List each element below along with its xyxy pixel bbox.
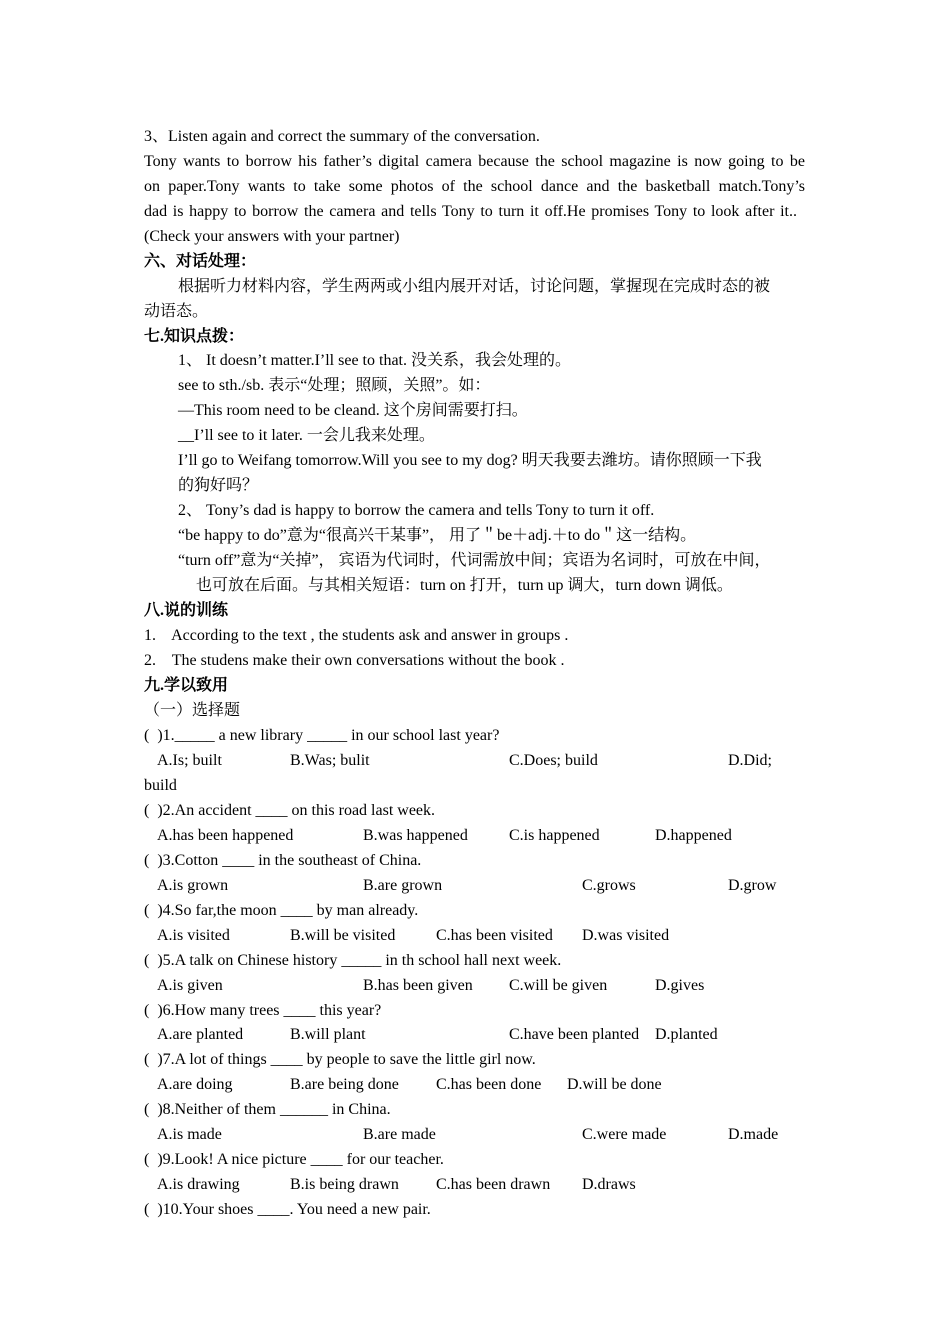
question-1: ( )1._____ a new library _____ in our school last year? xyxy=(144,727,500,744)
q7-option-d: D.will be done xyxy=(567,1076,662,1093)
section3-heading: 3、Listen again and correct the summary of the conversation. xyxy=(144,128,540,145)
q1-option-a: A.Is; built xyxy=(157,752,222,769)
section8-item-1: 1. According to the text , the students ask and answer in groups . xyxy=(144,627,569,644)
q9-option-a: A.is drawing xyxy=(157,1176,240,1193)
section7-line-8: “be happy to do”意为“很高兴干某事”， 用了＂be＋adj.＋to do＂这一结构。 xyxy=(178,527,697,544)
question-10: ( )10.Your shoes ____. You need a new pair. xyxy=(144,1201,431,1218)
section7-line-10: 也可放在后面。与其相关短语：turn on 打开，turn up 调大，turn down 调低。 xyxy=(196,577,733,594)
q7-option-a: A.are doing xyxy=(157,1076,233,1093)
section8-item-2: 2. The studens make their own conversations without the book . xyxy=(144,652,565,669)
q3-option-d: D.grow xyxy=(728,877,777,894)
section6-line-2: 动语态。 xyxy=(144,303,209,320)
question-6: ( )6.How many trees ____ this year? xyxy=(144,1002,382,1019)
q4-option-d: D.was visited xyxy=(582,927,670,944)
q9-option-c: C.has been drawn xyxy=(436,1176,551,1193)
section7-line-5: I’ll go to Weifang tomorrow.Will you see to my dog? 明天我要去潍坊。请你照顾一下我 xyxy=(178,452,762,469)
q9-option-d: D.draws xyxy=(582,1176,636,1193)
q2-option-c: C.is happened xyxy=(509,827,600,844)
q4-option-b: B.will be visited xyxy=(290,927,396,944)
question-9: ( )9.Look! A nice picture ____ for our teacher. xyxy=(144,1151,444,1168)
section7-heading: 七.知识点拨： xyxy=(144,328,245,345)
question-7: ( )7.A lot of things ____ by people to save the little girl now. xyxy=(144,1051,536,1068)
q2-option-a: A.has been happened xyxy=(157,827,294,844)
section6-heading: 六、对话处理： xyxy=(144,253,257,270)
section8-heading: 八.说的训练 xyxy=(144,602,229,619)
q5-option-b: B.has been given xyxy=(363,977,473,994)
q5-option-a: A.is given xyxy=(157,977,223,994)
q4-option-a: A.is visited xyxy=(157,927,230,944)
q6-option-d: D.planted xyxy=(655,1026,718,1043)
section7-line-4: __I’ll see to it later. 一会儿我来处理。 xyxy=(178,427,435,444)
section7-line-6: 的狗好吗？ xyxy=(178,477,259,494)
q8-option-c: C.were made xyxy=(582,1126,667,1143)
q9-option-b: B.is being drawn xyxy=(290,1176,399,1193)
question-4: ( )4.So far,the moon ____ by man already. xyxy=(144,902,419,919)
q7-option-c: C.has been done xyxy=(436,1076,542,1093)
q5-option-d: D.gives xyxy=(655,977,705,994)
summary-line-4: (Check your answers with your partner) xyxy=(144,228,400,245)
section7-line-3: —This room need to be cleand. 这个房间需要打扫。 xyxy=(178,402,528,419)
section7-line-9: “turn off”意为“关掉”， 宾语为代词时，代词需放中间；宾语为名词时，可放在中间， xyxy=(178,552,771,569)
question-5: ( )5.A talk on Chinese history _____ in th school hall next week. xyxy=(144,952,562,969)
q2-option-d: D.happened xyxy=(655,827,732,844)
question-2: ( )2.An accident ____ on this road last week. xyxy=(144,802,436,819)
q2-option-b: B.was happened xyxy=(363,827,468,844)
section9-heading: 九.学以致用 xyxy=(144,677,229,694)
section9-subheading: （一）选择题 xyxy=(144,702,241,719)
q1-option-c: C.Does; build xyxy=(509,752,598,769)
q4-option-c: C.has been visited xyxy=(436,927,553,944)
q3-option-b: B.are grown xyxy=(363,877,443,894)
q5-option-c: C.will be given xyxy=(509,977,608,994)
q1-option-b: B.Was; bulit xyxy=(290,752,370,769)
summary-line-3: dad is happy to borrow the camera and tells Tony to turn it off.He promises Tony to look after it.. xyxy=(144,203,797,220)
question-3: ( )3.Cotton ____ in the southeast of China. xyxy=(144,852,422,869)
q1-option-d-wrap: build xyxy=(144,777,177,794)
q8-option-b: B.are made xyxy=(363,1126,436,1143)
q7-option-b: B.are being done xyxy=(290,1076,399,1093)
section7-line-2: see to sth./sb. 表示“处理；照顾，关照”。如： xyxy=(178,377,491,394)
q3-option-a: A.is grown xyxy=(157,877,229,894)
summary-line-2: on paper.Tony wants to take some photos of the school dance and the basketball match.Tony’s xyxy=(144,178,805,195)
q8-option-a: A.is made xyxy=(157,1126,222,1143)
section7-line-7: 2、 Tony’s dad is happy to borrow the camera and tells Tony to turn it off. xyxy=(178,502,655,519)
q6-option-b: B.will plant xyxy=(290,1026,366,1043)
q3-option-c: C.grows xyxy=(582,877,636,894)
section6-line-1: 根据听力材料内容，学生两两或小组内展开对话，讨论问题，掌握现在完成时态的被 xyxy=(178,278,771,295)
question-8: ( )8.Neither of them ______ in China. xyxy=(144,1101,391,1118)
q8-option-d: D.made xyxy=(728,1126,779,1143)
q6-option-c: C.have been planted xyxy=(509,1026,640,1043)
section7-line-1: 1、 It doesn’t matter.I’ll see to that. 没关系，我会处理的。 xyxy=(178,352,571,369)
summary-line-1: Tony wants to borrow his father’s digital camera because the school magazine is now going to be xyxy=(144,153,805,170)
q1-option-d: D.Did; xyxy=(728,752,772,769)
q6-option-a: A.are planted xyxy=(157,1026,244,1043)
